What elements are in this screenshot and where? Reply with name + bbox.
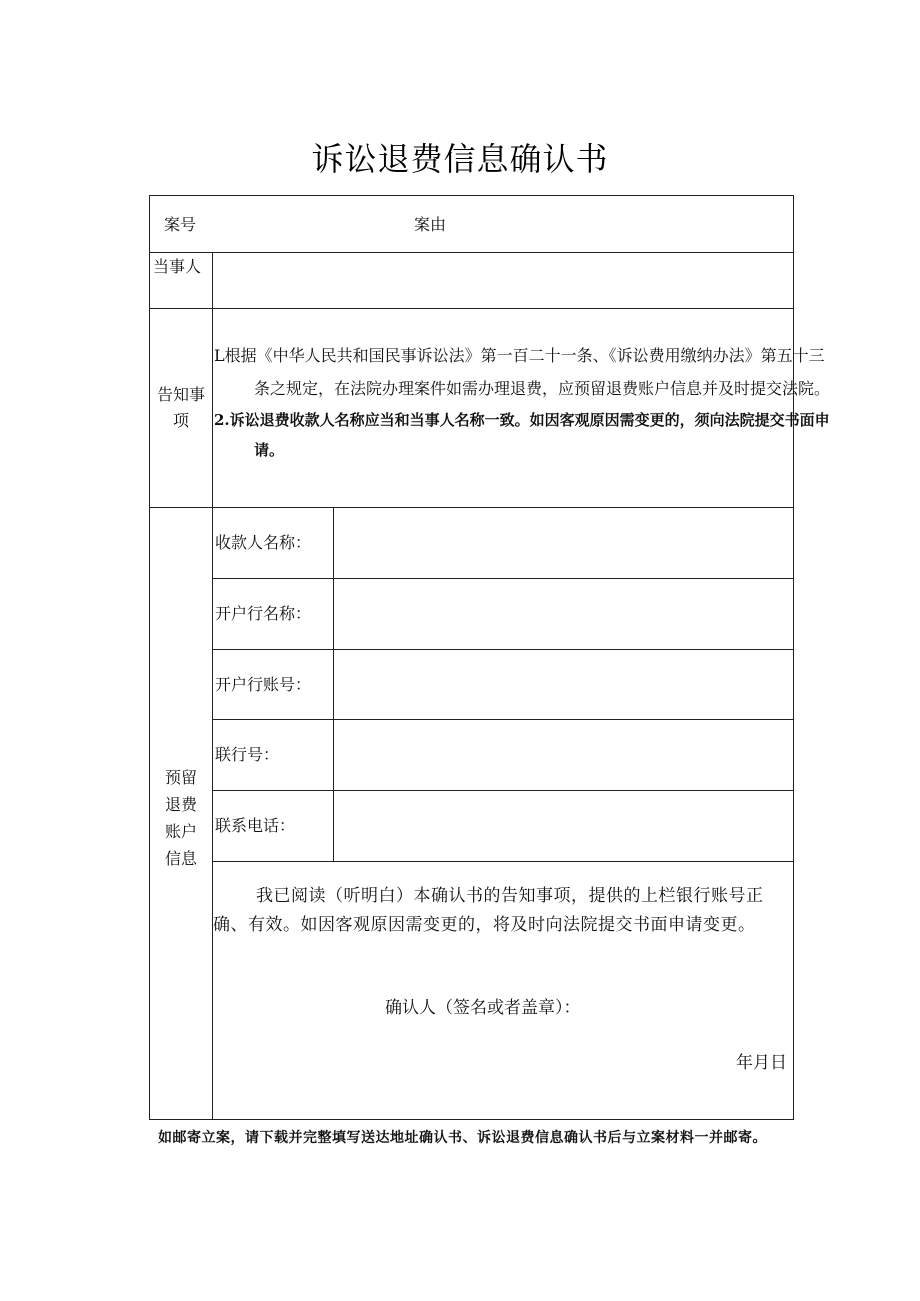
footer-note: 如邮寄立案，请下载并完整填写送达地址确认书、诉讼退费信息确认书后与立案材料一并邮寄。 — [158, 1130, 767, 1146]
payee-name-field[interactable] — [334, 508, 793, 578]
confirmation-statement: 我已阅读（听明白）本确认书的告知事项，提供的上栏银行账号正确、有效。如因客观原因需变更的，将及时向法院提交书面申请变更。 — [213, 886, 764, 935]
divider — [213, 861, 793, 862]
bank-name-field[interactable] — [334, 579, 793, 649]
notice-label-line: 项 — [172, 410, 189, 430]
notice-label — [150, 308, 212, 507]
account-number-field[interactable] — [334, 650, 793, 719]
case-number-label: 案号 — [164, 215, 197, 234]
notice-label-line: 告知事 — [156, 384, 205, 404]
document-title: 诉讼退费信息确认书 — [311, 140, 609, 178]
interbank-number-field[interactable] — [334, 720, 793, 790]
account-label-line: 退费 — [164, 795, 197, 814]
divider — [212, 252, 213, 1120]
account-number-label: 开户行账号： — [215, 675, 312, 694]
confirmation-form — [149, 195, 831, 1120]
account-label-line: 信息 — [164, 849, 197, 868]
interbank-number-label: 联行号： — [215, 745, 280, 764]
payee-name-label: 收款人名称： — [215, 533, 312, 552]
account-label-line: 预留 — [164, 768, 197, 787]
notice-item: L根据《中华人民共和国民事诉讼法》第一百二十一条、《诉讼费用缴纳办法》第五十三条之规定，在法院办理案件如需办理退费，应预留退费账户信息并及时提交法院。 — [214, 346, 831, 398]
notice-items — [214, 339, 834, 465]
signature-field[interactable] — [620, 988, 780, 1028]
case-reason-label: 案由 — [414, 215, 447, 234]
bank-name-label: 开户行名称： — [215, 604, 312, 623]
account-section-label — [150, 764, 212, 872]
divider — [150, 308, 793, 309]
phone-field[interactable] — [334, 791, 793, 861]
party-label: 当事人 — [153, 257, 202, 276]
confirmer-label: 确认人（签名或者盖章）： — [385, 998, 581, 1018]
party-field[interactable] — [213, 253, 793, 308]
account-label-line: 账户 — [164, 822, 197, 841]
date-label: 年月日 — [736, 1053, 787, 1073]
notice-item: 2.诉讼退费收款人名称应当和当事人名称一致。如因客观原因需变更的，须向法院提交书面申请。 — [214, 411, 830, 459]
phone-label: 联系电话： — [215, 816, 296, 835]
